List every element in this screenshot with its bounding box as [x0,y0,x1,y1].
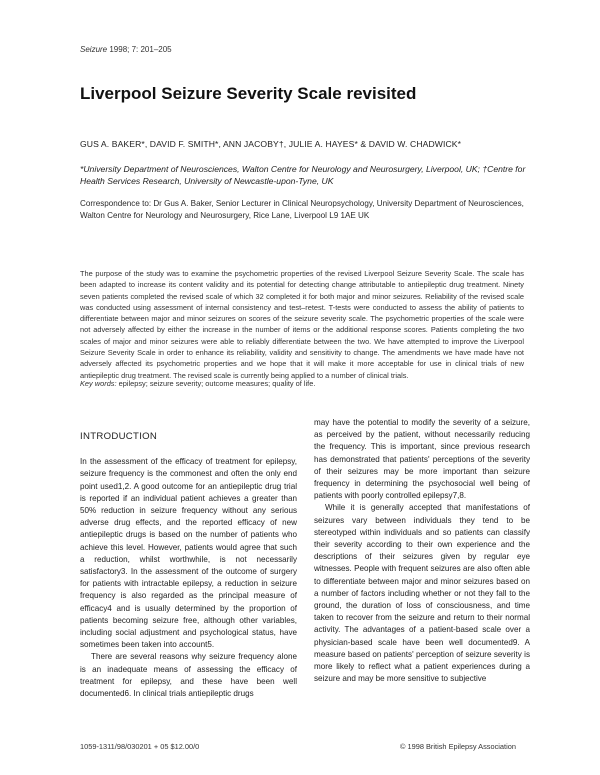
affiliations: *University Department of Neurosciences, Walton Centre for Neurology and Neurosurgery, Liverpool, UK; †Centre for Health Services Research, University of Newcastle-upon-Tyne, UK [80,164,526,186]
keywords-text: epilepsy; seizure severity; outcome measures; quality of life. [116,379,316,388]
footer-issn: 1059-1311/98/030201 + 05 $12.00/0 [80,742,200,751]
body-paragraph: In the assessment of the efficacy of treatment for epilepsy, seizure frequency is the commonest and often the only end point used1,2. A good outcome for an antiepileptic drug trial is reported if an individual patient achieves a greater than 50% reduction in seizure frequency without any serious adverse drug effects, and the reported efficacy of new antiepileptic drugs is based on the number of patients who achieve this level. However, patients would agree that such a reduction, whilst worthwhile, is not necessarily satisfactory3. In the assessment of the outcome of surgery for patients with intractable epilepsy, a reduction in seizure frequency is also regarded as the principal measure of efficacy4 and is usually determined by the proportion of patients becoming seizure free, although other variables, including social adjustment and psychological status, have sometimes been taken into account5. [80,457,297,650]
journal-volume: 1998; 7: 201–205 [107,45,172,54]
keywords-label: Key words: [80,379,117,388]
paper-title: Liverpool Seizure Severity Scale revisited [80,84,417,103]
body-paragraph: may have the potential to modify the severity of a seizure, as perceived by the patient, without necessarily reducing the frequency. This is important, since previous research has demonstrated that patients' perceptions of the severity of their seizures may be more important than seizure frequency in determining the psychosocial well being of patients with poorly controlled epilepsy7,8. [314,418,530,501]
author-list: GUS A. BAKER*, DAVID F. SMITH*, ANN JACOBY†, JULIE A. HAYES* & DAVID W. CHADWICK* [80,139,462,149]
body-paragraph: While it is generally accepted that manifestations of seizures vary between individuals they tend to be stereotyped within individuals and so patients can classify their severity according to their own experience and the descriptions of their seizures given by regular eye witnesses. People with frequent seizures are also often able to differentiate between major and minor seizures based on a number of factors including whether or not they fall to the ground, the duration of loss of consciousness, and time taken to recover from the seizure and return to their normal activity. The advantages of a patient-based scale over a physician-based scale have been well documented9. A measure based on patients' perception of seizure severity is more likely to reflect what a patient experiences during a seizure and may be more sensitive to subjective [314,503,530,684]
keywords [80,379,315,388]
abstract: The purpose of the study was to examine the psychometric properties of the revised Liverpool Seizure Severity Scale. The scale has been adapted to increase its content validity and its potential for detecting change attributable to antiepileptic drug treatment. Ninety seven patients completed the revised scale of which 32 completed it for both major and minor seizures. Reliability of the revised scale was conducted using assessment of internal consistency and test–retest. T-tests were conducted to assess the ability of patients to differentiate between major and minor seizures on scores of the seizure severity scale. The psychometric properties of the scale were not adversely affected by either the increase in the number of items or the additional response scores. Patients completing the two scales of major and minor seizures were able to reliably differentiate between the two. We have attempted to improve the Liverpool Seizure Severity Scale in order to enhance its reliability, validity and sensitivity to change. The amendments we have made have not adversely affected its psychometric properties and we hope that it will make it more acceptable for use in clinical trials of new antiepileptic drug treatment. The revised scale is currently being applied to a number of clinical trials. [80,269,524,380]
journal-name: Seizure [80,45,108,54]
body-column-right [314,417,530,685]
journal-reference [80,45,172,54]
body-column-left [80,431,297,700]
footer-copyright: © 1998 British Epilepsy Association [400,742,516,751]
body-paragraph: There are several reasons why seizure frequency alone is an inadequate means of assessing the efficacy of treatment for epilepsy, and these have been well documented6. In clinical trials antiepileptic drugs [80,652,297,699]
section-heading-introduction: INTRODUCTION [80,431,158,442]
correspondence-address: Correspondence to: Dr Gus A. Baker, Senior Lecturer in Clinical Neuropsychology, University Department of Neurosciences, Walton Centre for Neurology and Neurosurgery, Rice Lane, Liverpool L9 1AE UK [80,199,524,220]
